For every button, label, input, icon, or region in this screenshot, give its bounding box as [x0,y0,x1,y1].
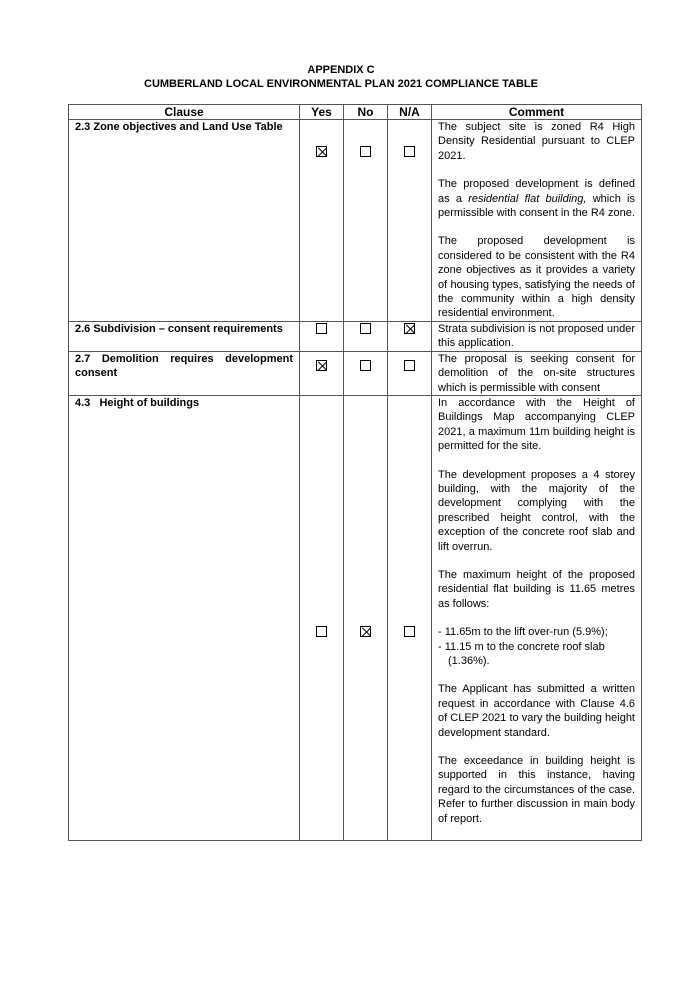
comment-paragraph: The exceedance in building height is supported in this instance, having regard to the circumstances of the case. Refer to further discussion in main body of report. [438,755,635,825]
comment-cell [432,395,642,840]
na-checkbox[interactable] [404,323,415,334]
header-row [69,105,642,120]
clause-text: 4.3 Height of buildings [75,396,200,409]
no-checkbox[interactable] [360,323,371,334]
table-row [69,351,642,395]
no-checkbox[interactable] [360,360,371,371]
clause-cell [69,351,300,395]
clause-text: 2.7 Demolition requires development consent [75,352,293,380]
header-clause: Clause [69,105,300,120]
list-item: - 11.15 m to the concrete roof slab (1.36%). [438,640,605,667]
yes-checkbox[interactable] [316,626,327,637]
comment-paragraph: The maximum height of the proposed residential flat building is 11.65 metres as follows: [438,568,635,610]
header-comment: Comment [432,105,642,120]
yes-checkbox[interactable] [316,360,327,371]
comment-cell [432,120,642,322]
no-checkbox[interactable] [360,626,371,637]
no-cell [344,351,388,395]
na-checkbox[interactable] [404,360,415,371]
yes-checkbox[interactable] [316,146,327,157]
height-list [438,625,635,668]
yes-cell [300,321,344,351]
na-cell [388,395,432,840]
comment-paragraph: The development proposes a 4 storey building, with the majority of the development complying with the prescribed height control, with the exception of the concrete roof slab and lift overrun. [438,468,635,553]
header-yes: Yes [300,105,344,120]
no-cell [344,321,388,351]
na-cell [388,120,432,322]
comment-paragraph: In accordance with the Height of Buildings Map accompanying CLEP 2021, a maximum 11m building height is permitted for the site. [438,396,635,453]
table-row [69,395,642,840]
clause-cell [69,321,300,351]
comment-paragraph: The subject site is zoned R4 High Density Residential pursuant to CLEP 2021. [438,121,635,162]
emphasis-text: residential flat building, [468,192,587,205]
clause-text: 2.6 Subdivision – consent requirements [75,322,283,335]
yes-cell [300,351,344,395]
clause-text: 2.3 Zone objectives and Land Use Table [75,121,283,133]
yes-checkbox[interactable] [316,323,327,334]
na-checkbox[interactable] [404,146,415,157]
document-heading [0,63,682,91]
table-row [69,120,642,322]
no-cell [344,395,388,840]
comment-paragraph: The proposed development is defined as a residential flat building, which is permissible with consent in the R4 zone. [438,178,635,220]
yes-cell [300,120,344,322]
header-no: No [344,105,388,120]
comment-paragraph: The Applicant has submitted a written request in accordance with Clause 4.6 of CLEP 2021 to vary the building height development standard. [438,683,635,739]
clause-cell [69,395,300,840]
header-na: N/A [388,105,432,120]
na-checkbox[interactable] [404,626,415,637]
table-row [69,321,642,351]
no-checkbox[interactable] [360,146,371,157]
na-cell [388,351,432,395]
no-cell [344,120,388,322]
comment-cell: Strata subdivision is not proposed under this application. [432,321,642,351]
comment-cell: The proposal is seeking consent for demolition of the on-site structures which is permissible with consent [432,351,642,395]
table-title: CUMBERLAND LOCAL ENVIRONMENTAL PLAN 2021 COMPLIANCE TABLE [144,78,538,90]
na-cell [388,321,432,351]
compliance-table [68,104,642,841]
list-item: - 11.65m to the lift over-run (5.9%); [438,626,608,639]
yes-cell [300,395,344,840]
appendix-title: APPENDIX C [307,64,375,76]
clause-cell [69,120,300,322]
comment-paragraph: The proposed development is considered to be consistent with the R4 zone objectives as it provides a variety of housing types, satisfying the needs of the community within a high density residential environment. [438,235,635,320]
